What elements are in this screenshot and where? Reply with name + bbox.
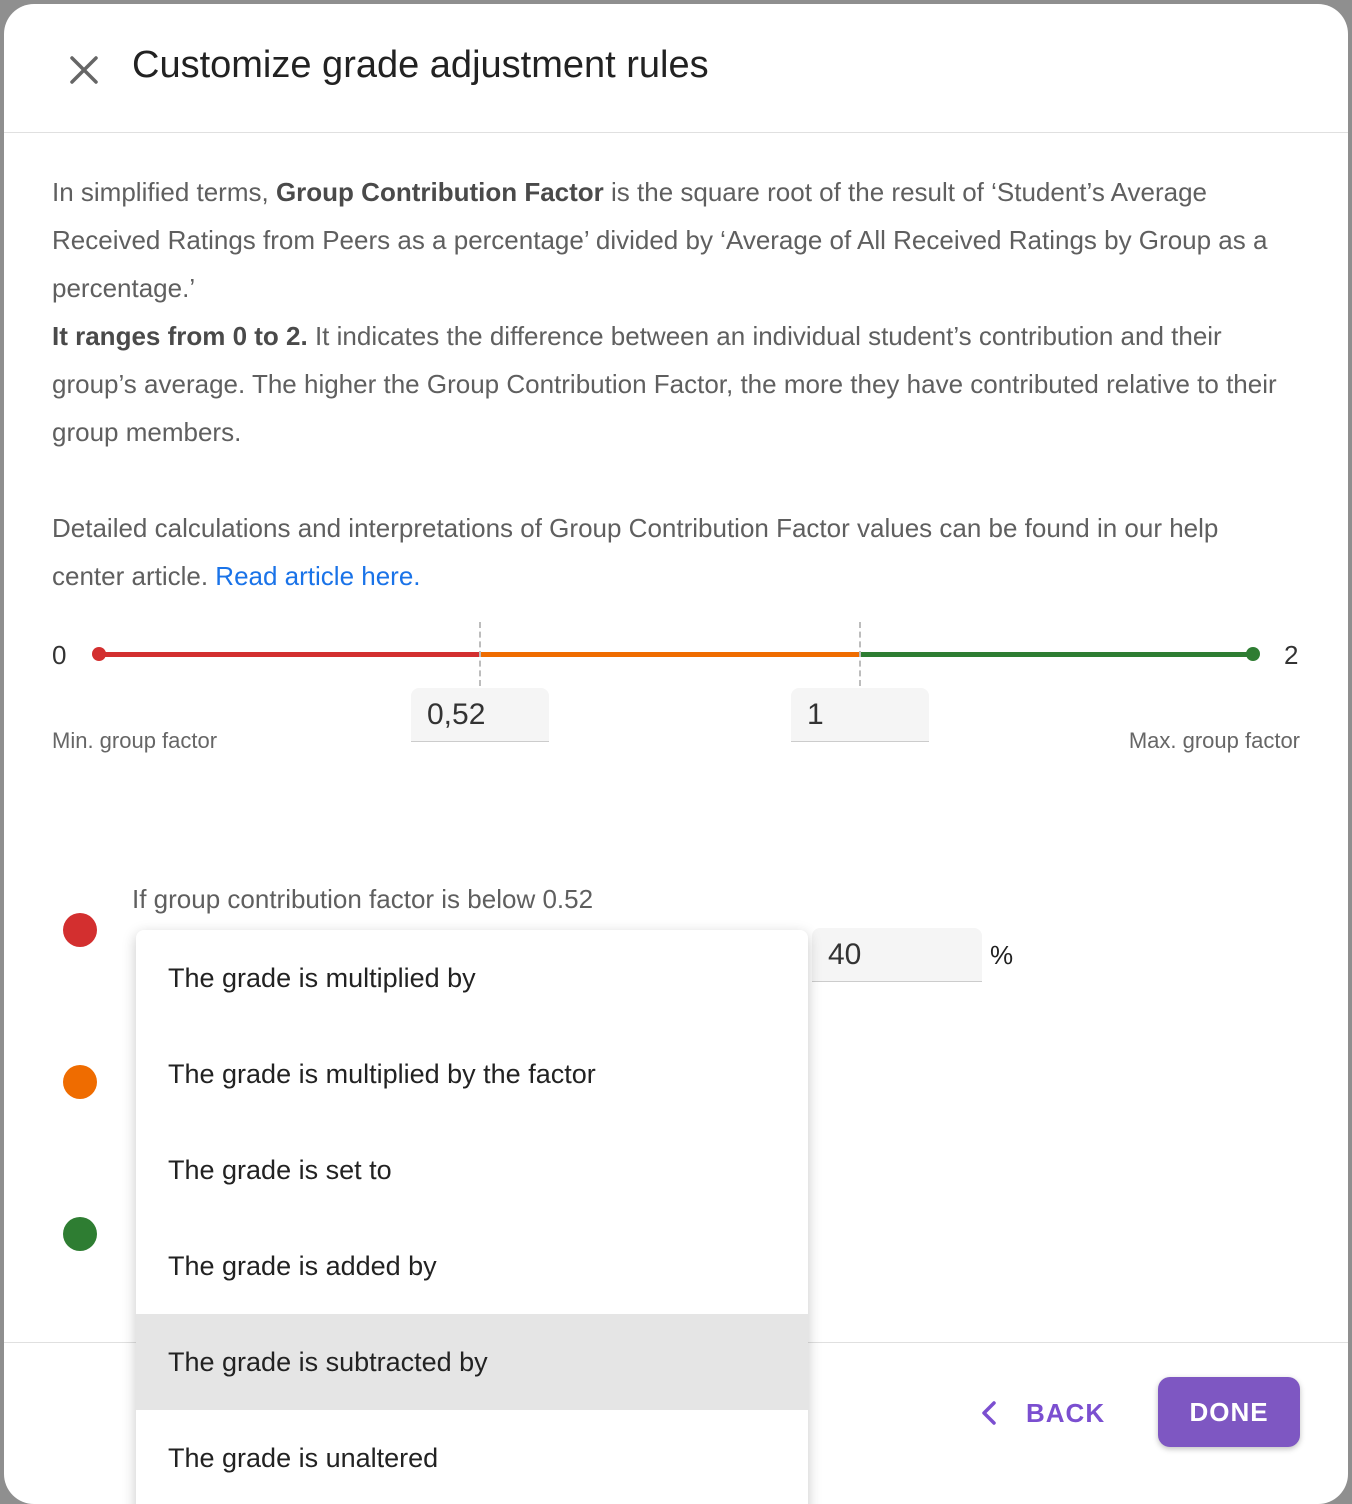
scale-max-value: 2 [1284, 640, 1299, 670]
menu-option-set-to[interactable]: The grade is set to [168, 1155, 392, 1185]
threshold-high-marker[interactable] [859, 622, 861, 686]
description-formula: is the square root of the result of ‘Student’s Average Received Ratings from Peers as a percentage’ divided by ‘Average of All Received Ratings by Group as a percentage.’ [52, 177, 1268, 303]
range-statement: It ranges from 0 to 2. [52, 321, 308, 351]
menu-option-multiplied-by-factor[interactable]: The grade is multiplied by the factor [168, 1059, 596, 1089]
chevron-left-icon [980, 1399, 998, 1427]
menu-option-added-by[interactable]: The grade is added by [168, 1251, 437, 1281]
min-group-factor-label: Min. group factor [52, 728, 218, 753]
rule-mid-dot [63, 1065, 97, 1099]
scale-segment-low [100, 652, 480, 657]
scale-min-value: 0 [52, 640, 67, 670]
grade-rules-dialog [4, 4, 1348, 1504]
menu-option-unaltered[interactable]: The grade is unaltered [168, 1443, 439, 1473]
menu-option-subtracted-by[interactable]: The grade is subtracted by [136, 1314, 808, 1410]
close-icon[interactable] [62, 48, 106, 92]
scale-end-dot [1246, 647, 1260, 661]
threshold-low-input[interactable]: 0,52 [411, 688, 549, 742]
scale-segment-mid [480, 652, 860, 657]
read-article-link[interactable]: Read article here. [215, 561, 421, 591]
adjustment-type-menu [136, 930, 808, 1504]
rule-low-condition: If group contribution factor is below 0.52 [132, 884, 594, 914]
help-text: Detailed calculations and interpretations of Group Contribution Factor values can be found in our help center article. [52, 513, 1219, 591]
threshold-high-input[interactable]: 1 [791, 688, 929, 742]
description-term: Group Contribution Factor [275, 177, 604, 207]
help-paragraph [52, 504, 1292, 600]
rule-low-dot [63, 913, 97, 947]
back-label: BACK [1026, 1397, 1106, 1428]
range-explanation: It indicates the difference between an individual student’s contribution and their group’s average. The higher the Group Contribution Factor, the more they have contributed relative to their group members. [52, 321, 1277, 447]
rule-low-value-input[interactable]: 40 [812, 928, 982, 982]
max-group-factor-label: Max. group factor [1128, 728, 1300, 753]
percent-unit: % [990, 940, 1014, 970]
rule-high-dot [63, 1217, 97, 1251]
dialog-header [4, 4, 1348, 133]
scale-segment-high [860, 652, 1252, 657]
done-button[interactable]: DONE [1158, 1377, 1300, 1447]
scale-start-dot [92, 647, 106, 661]
dialog-title: Customize grade adjustment rules [132, 44, 709, 86]
back-button[interactable] [980, 1388, 1105, 1438]
menu-option-multiplied-by[interactable]: The grade is multiplied by [168, 963, 476, 993]
description-paragraph [52, 168, 1292, 456]
threshold-low-marker[interactable] [479, 622, 481, 686]
description-prefix: In simplified terms, [52, 177, 276, 207]
